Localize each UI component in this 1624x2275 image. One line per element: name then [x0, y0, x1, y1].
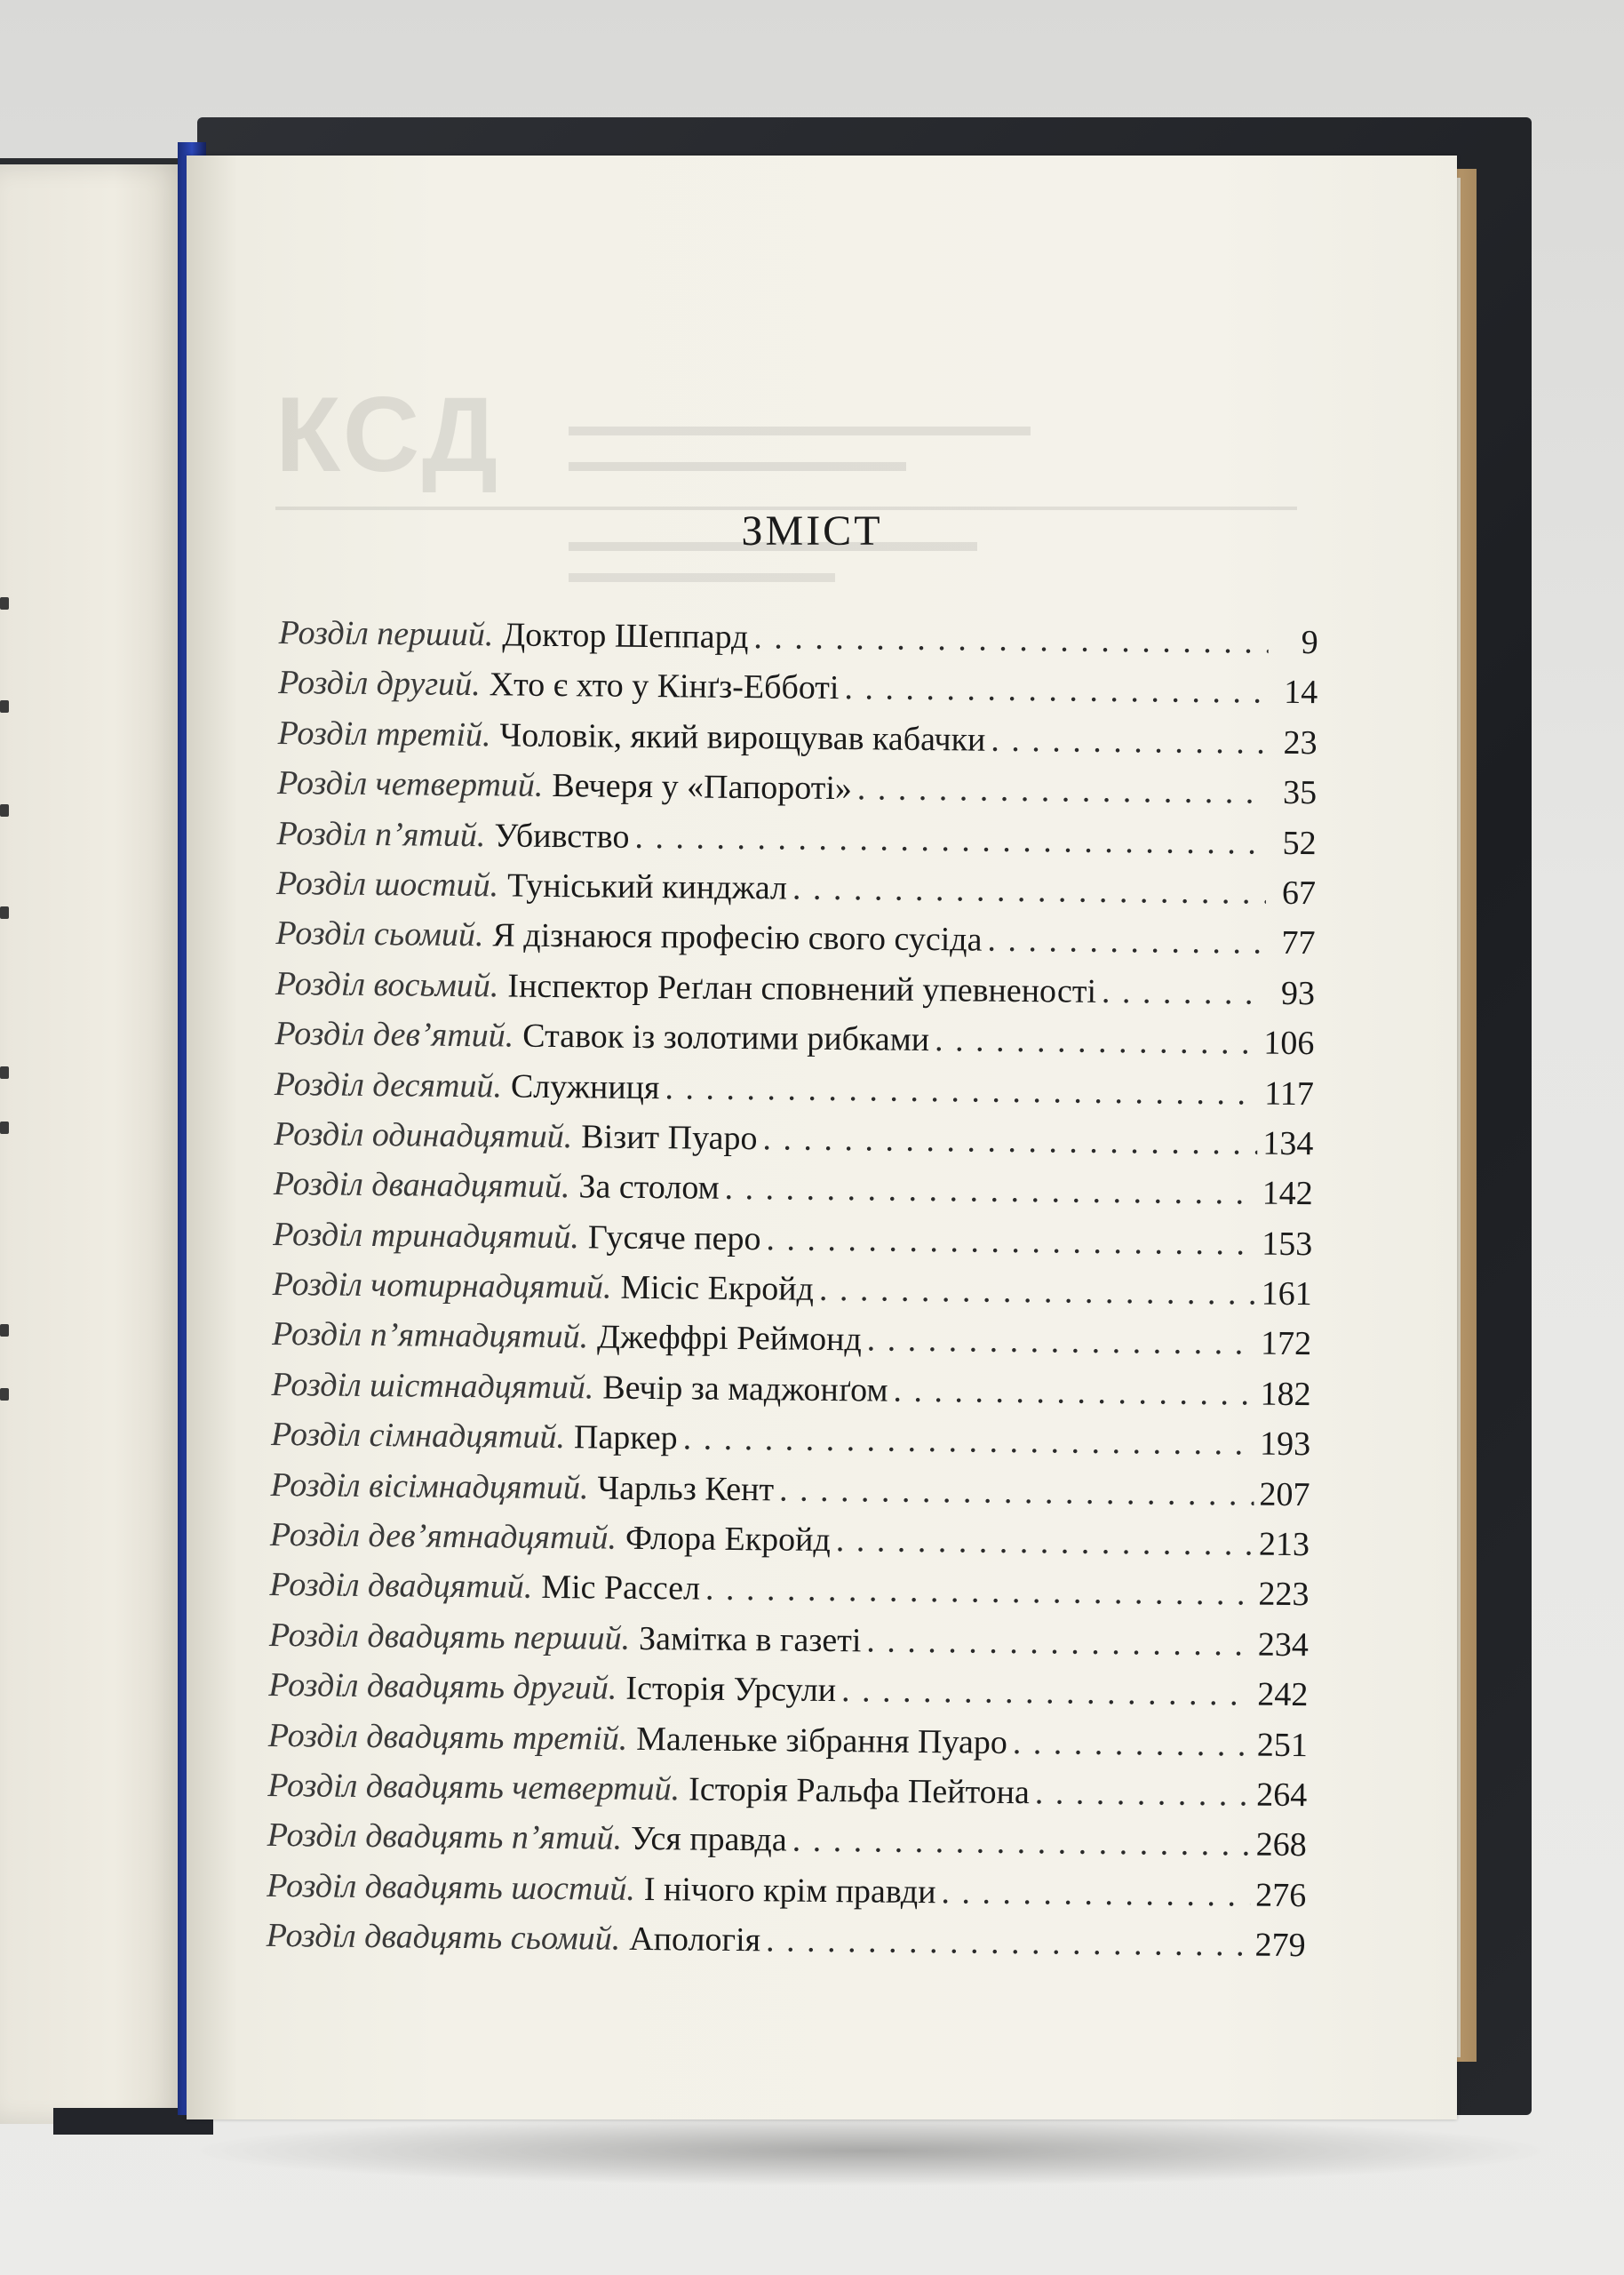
toc-chapter-title: Чарльз Кент: [597, 1469, 775, 1509]
toc-chapter-title: Апологія: [629, 1920, 761, 1960]
toc-separator: .: [523, 1569, 533, 1607]
toc-page-number: 264: [1256, 1776, 1308, 1815]
toc-leader-dots: [792, 1821, 1251, 1864]
toc-page-number: 153: [1262, 1225, 1313, 1263]
toc-chapter-title: Місіс Екройд: [620, 1268, 815, 1308]
toc-page-number: 77: [1281, 924, 1316, 962]
toc-page-number: 161: [1261, 1274, 1312, 1313]
toc-chapter-title: Уся правда: [630, 1820, 787, 1859]
toc-chapter-label: Розділ тринадцятий: [273, 1215, 571, 1256]
toc-chapter-label: Розділ двадцять перший: [268, 1616, 622, 1657]
toc-leader-dots: [935, 1020, 1259, 1062]
toc-page-number: 93: [1280, 974, 1316, 1012]
toc-chapter-title: Убивство: [494, 816, 630, 856]
toc-separator: .: [534, 766, 544, 805]
toc-chapter-title: Вечеря у «Папороті»: [552, 767, 853, 808]
toc-leader-dots: [1013, 1723, 1252, 1765]
toc-chapter-label: Розділ перший: [278, 613, 486, 654]
toc-leader-dots: [634, 817, 1267, 862]
toc-chapter-label: Розділ двадцять сьомий: [266, 1917, 612, 1958]
toc-chapter-title: Маленьке зібрання Пуаро: [636, 1720, 1008, 1761]
toc-chapter-label: Розділ восьмий: [275, 964, 491, 1005]
toc-page-number: 23: [1283, 723, 1318, 762]
toc-leader-dots: [866, 1621, 1253, 1664]
toc-page-number: 242: [1257, 1675, 1309, 1714]
toc-separator: .: [474, 916, 484, 954]
toc-chapter-label: Розділ п’ятнадцятий: [272, 1315, 580, 1356]
toc-separator: .: [561, 1168, 570, 1206]
toc-separator: .: [608, 1519, 617, 1557]
toc-leader-dots: [766, 1920, 1250, 1964]
toc-separator: .: [490, 866, 499, 905]
toc-leader-dots: [844, 669, 1268, 713]
toc-page-number: 172: [1260, 1325, 1312, 1363]
toc-separator: .: [482, 715, 491, 754]
toc-separator: .: [490, 967, 499, 1005]
toc-separator: .: [671, 1770, 681, 1808]
toc-leader-dots: [941, 1872, 1250, 1914]
toc-chapter-title: Гусяче перо: [587, 1218, 761, 1257]
toc-separator: .: [613, 1820, 623, 1858]
toc-chapter-title: Міс Рассел: [541, 1569, 701, 1608]
toc-page-number: 234: [1257, 1625, 1310, 1664]
toc-leader-dots: [762, 1119, 1257, 1162]
toc-page-number: 279: [1254, 1926, 1306, 1965]
toc-page-number: 207: [1259, 1475, 1310, 1513]
toc-chapter-label: Розділ вісімнадцятий: [270, 1465, 581, 1506]
toc-page-number: 276: [1255, 1876, 1307, 1914]
toc-chapter-title: Джеффрі Реймонд: [596, 1318, 862, 1359]
toc-separator: .: [621, 1619, 631, 1657]
toc-leader-dots: [991, 720, 1268, 762]
toc-page-number: 268: [1255, 1825, 1307, 1864]
toc-entry: [266, 1916, 1305, 1976]
toc-leader-dots: [792, 869, 1266, 913]
toc-leader-dots: [705, 1569, 1254, 1614]
toc-chapter-label: Розділ шостий: [275, 864, 490, 905]
toc-chapter-label: Розділ сьомий: [275, 914, 476, 954]
toc-page-number: 106: [1263, 1024, 1315, 1063]
toc-chapter-label: Розділ двадцять п’ятий: [267, 1816, 614, 1858]
toc-chapter-title: Туніський кинджал: [506, 866, 788, 907]
toc-chapter-label: Розділ дев’ятнадцятий: [269, 1515, 609, 1557]
toc-chapter-title: І нічого крім правди: [643, 1870, 936, 1911]
toc-chapter-label: Розділ п’ятий: [276, 814, 478, 854]
toc-chapter-label: Розділ третій: [277, 714, 483, 754]
toc-separator: .: [611, 1920, 621, 1958]
toc-leader-dots: [857, 769, 1268, 811]
toc-page-number: 52: [1282, 824, 1317, 862]
toc-leader-dots: [724, 1169, 1257, 1213]
toc-leader-dots: [893, 1371, 1255, 1414]
page-title: ЗМІСТ: [741, 507, 883, 555]
toc-chapter-title: Візит Пуаро: [581, 1118, 758, 1158]
toc-chapter-label: Розділ двадцять третій: [267, 1716, 619, 1758]
toc-chapter-label: Розділ другий: [278, 664, 473, 704]
toc-chapter-title: Вечір за маджонґом: [602, 1369, 888, 1409]
toc-page-number: 117: [1264, 1074, 1315, 1113]
toc-chapter-title: Хто є хто у Кінґз-Ебботі: [489, 666, 840, 707]
toc-chapter-title: Історія Ральфа Пейтона: [688, 1770, 1031, 1812]
toc-separator: .: [602, 1268, 612, 1306]
show-through-logo: КСД: [275, 375, 502, 494]
toc-page-number: 142: [1262, 1174, 1313, 1213]
toc-page-number: 193: [1259, 1425, 1311, 1464]
toc-separator: .: [626, 1870, 636, 1908]
toc-leader-dots: [766, 1219, 1256, 1263]
toc-page-number: 251: [1256, 1726, 1309, 1764]
toc-chapter-title: Паркер: [573, 1418, 678, 1457]
toc-chapter-label: Розділ двадцять другий: [268, 1666, 609, 1707]
toc-chapter-label: Розділ четвертий: [276, 764, 536, 804]
toc-page-number: 67: [1281, 874, 1317, 913]
toc-page-number: 182: [1260, 1375, 1311, 1414]
toc-chapter-label: Розділ одинадцятий: [274, 1114, 564, 1156]
toc-separator: .: [579, 1318, 589, 1356]
toc-chapter-title: Чоловік, який вирощував кабачки: [499, 716, 986, 759]
toc-separator: .: [471, 666, 481, 704]
toc-separator: .: [570, 1217, 580, 1256]
toc-chapter-label: Розділ сімнадцятий: [270, 1416, 557, 1457]
toc-leader-dots: [779, 1470, 1254, 1513]
toc-page-number: 213: [1258, 1525, 1310, 1564]
toc-separator: .: [493, 1066, 503, 1105]
toc-chapter-title: Доктор Шеппард: [502, 616, 749, 657]
toc-chapter-label: Розділ шістнадцятий: [271, 1365, 586, 1407]
toc-chapter-title: Флора Екройд: [625, 1519, 832, 1560]
toc-separator: .: [505, 1017, 514, 1055]
toc-page-number: 223: [1258, 1576, 1310, 1614]
toc-chapter-title: Ставок із золотими рибками: [522, 1017, 930, 1059]
toc-separator: .: [585, 1369, 594, 1407]
toc-chapter-title: Інспектор Реґлан сповнений упевненості: [507, 967, 1097, 1010]
toc-chapter-title: Замітка в газеті: [638, 1619, 862, 1660]
toc-separator: .: [563, 1118, 573, 1156]
toc-chapter-label: Розділ дванадцятий: [273, 1165, 562, 1206]
toc-separator: .: [476, 816, 486, 854]
toc-chapter-title: Служниця: [510, 1067, 660, 1106]
left-page: [0, 164, 191, 2124]
toc-page-number: 9: [1301, 624, 1318, 662]
toc-leader-dots: [665, 1068, 1259, 1113]
toc-chapter-label: Розділ двадцять четвертий: [267, 1766, 672, 1808]
toc-leader-dots: [819, 1270, 1256, 1313]
toc-separator: .: [484, 616, 494, 654]
toc-chapter-title: За столом: [578, 1168, 720, 1208]
toc-leader-dots: [841, 1671, 1253, 1713]
toc-separator: .: [556, 1418, 566, 1457]
toc-page-number: 35: [1282, 774, 1318, 812]
toc-chapter-title: Я дізнаюся професію свого сусіда: [492, 916, 983, 959]
toc-leader-dots: [1035, 1773, 1252, 1814]
toc-chapter-label: Розділ двадцятий: [269, 1566, 525, 1607]
toc-separator: .: [618, 1720, 628, 1758]
toc-separator: .: [608, 1669, 617, 1707]
table-of-contents: [266, 613, 1318, 1976]
toc-page-number: 134: [1262, 1124, 1314, 1163]
toc-chapter-label: Розділ двадцять шостий: [267, 1866, 627, 1908]
toc-chapter-label: Розділ чотирнадцятий: [272, 1265, 604, 1306]
show-through-text: [275, 373, 1315, 622]
toc-leader-dots: [867, 1321, 1256, 1363]
toc-page-number: 14: [1283, 674, 1318, 712]
toc-leader-dots: [987, 921, 1265, 962]
toc-chapter-label: Розділ дев’ятий: [275, 1015, 506, 1055]
toc-leader-dots: [836, 1521, 1254, 1564]
toc-chapter-label: Розділ десятий: [274, 1065, 494, 1105]
toc-leader-dots: [682, 1419, 1254, 1464]
toc-chapter-title: Історія Урсули: [625, 1670, 837, 1710]
toc-leader-dots: [1102, 972, 1265, 1013]
book-shadow: [178, 2115, 1564, 2186]
toc-separator: .: [579, 1468, 589, 1507]
toc-leader-dots: [753, 618, 1269, 662]
